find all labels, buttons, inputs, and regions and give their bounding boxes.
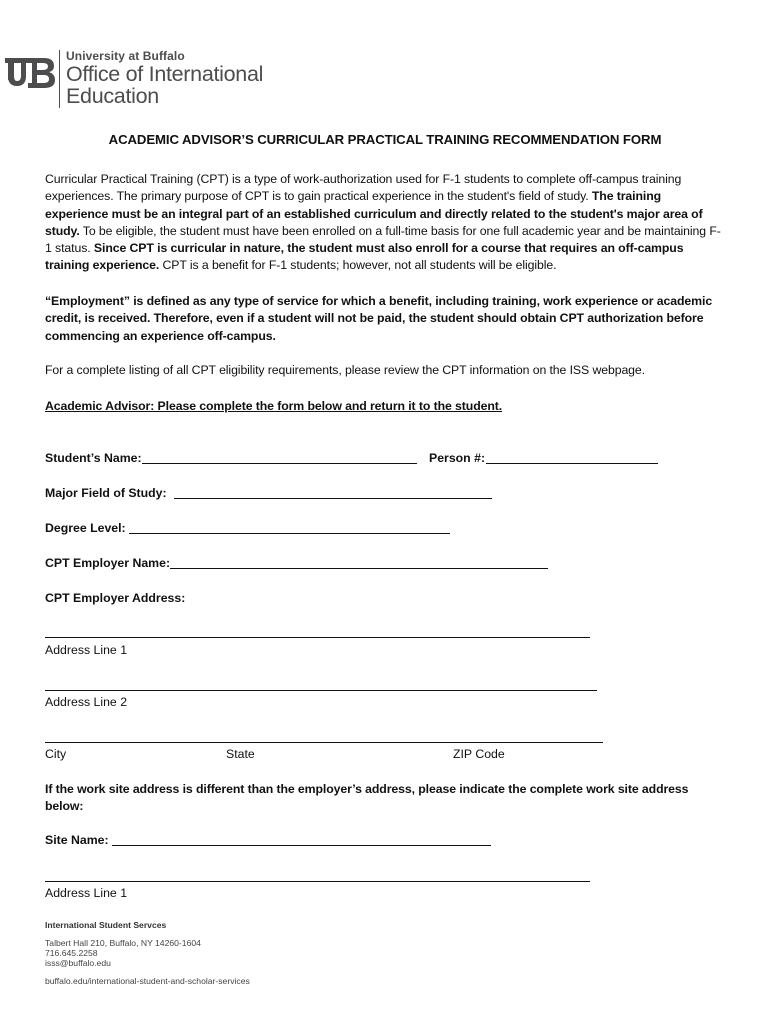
city-label: City — [45, 747, 67, 761]
address-line1-label: Address Line 1 — [45, 643, 128, 657]
person-number-field[interactable] — [486, 463, 658, 464]
intro-paragraph — [45, 171, 725, 275]
employer-address-label: CPT Employer Address: — [45, 591, 186, 605]
footer-address: Talbert Hall 210, Buffalo, NY 14260-1604 — [45, 938, 201, 948]
student-name-field[interactable] — [142, 463, 417, 464]
address-line2-label: Address Line 2 — [45, 695, 128, 709]
listing-note: For a complete listing of all CPT eligibility requirements, please review the CPT information on the ISS webpage. — [45, 363, 645, 377]
advisor-instruction: Academic Advisor: Please complete the form below and return it to the student. — [45, 399, 503, 413]
student-name-label: Student’s Name: — [45, 451, 142, 465]
footer-org: International Student Servces — [45, 920, 167, 930]
footer-email[interactable]: isss@buffalo.edu — [45, 958, 111, 968]
form-title: ACADEMIC ADVISOR’S CURRICULAR PRACTICAL TRAINING RECOMMENDATION FORM — [108, 132, 662, 147]
person-number-label: Person #: — [429, 451, 486, 465]
degree-level-label: Degree Level: — [45, 521, 126, 535]
intro-sentence-3: To be eligible, the student must have been enrolled on a full-time basis for one full academic year and be maintaining F-1 status. — [45, 223, 721, 256]
site-address-line1-label: Address Line 1 — [45, 886, 128, 900]
logo-office-line1: Office of International — [66, 62, 264, 86]
state-label: State — [226, 747, 255, 761]
degree-level-field[interactable] — [129, 533, 450, 534]
site-address-line1-field[interactable] — [45, 881, 590, 882]
intro-sentence-1: Curricular Practical Training (CPT) is a type of work-authorization used for F-1 students to complete off-campus training experiences. The primary purpose of CPT is to gain practical experience in the student's field of study. — [45, 172, 682, 204]
logo-university: University at Buffalo — [66, 49, 185, 63]
ub-logo — [4, 44, 274, 114]
ub-monogram-icon — [4, 56, 56, 92]
logo-divider — [59, 50, 60, 108]
address-line2-field[interactable] — [45, 690, 597, 691]
site-name-field[interactable] — [112, 845, 491, 846]
footer-phone: 716.645.2258 — [45, 948, 98, 958]
employer-name-field[interactable] — [170, 568, 548, 569]
intro-sentence-5: CPT is a benefit for F-1 students; however, not all students will be eligible. — [159, 258, 557, 273]
employment-definition: “Employment” is defined as any type of service for which a benefit, including training, work experience or academic credit, is received. Therefore, even if a student will not be paid, the student should obtain CPT authorization before commencing an experience off-campus. — [45, 294, 713, 343]
logo-wordmark — [66, 50, 263, 107]
site-name-label: Site Name: — [45, 833, 109, 847]
zip-label: ZIP Code — [453, 747, 505, 761]
address-line1-field[interactable] — [45, 637, 590, 638]
worksite-note: If the work site address is different than the employer’s address, please indicate the complete work site address below: — [45, 782, 689, 814]
employer-name-label: CPT Employer Name: — [45, 556, 171, 570]
intro-sentence-2: The training experience must be an integral part of an established curriculum and directly related to the student's major area of study. — [45, 189, 703, 238]
logo-office-line2: Education — [66, 84, 159, 108]
major-field[interactable] — [174, 498, 492, 499]
city-state-zip-field[interactable] — [45, 742, 603, 743]
intro-sentence-4: Since CPT is curricular in nature, the student must also enroll for a course that requires an off-campus training experience. — [45, 241, 684, 273]
footer-url[interactable]: buffalo.edu/international-student-and-scholar-services — [45, 976, 250, 986]
major-label: Major Field of Study: — [45, 486, 167, 500]
